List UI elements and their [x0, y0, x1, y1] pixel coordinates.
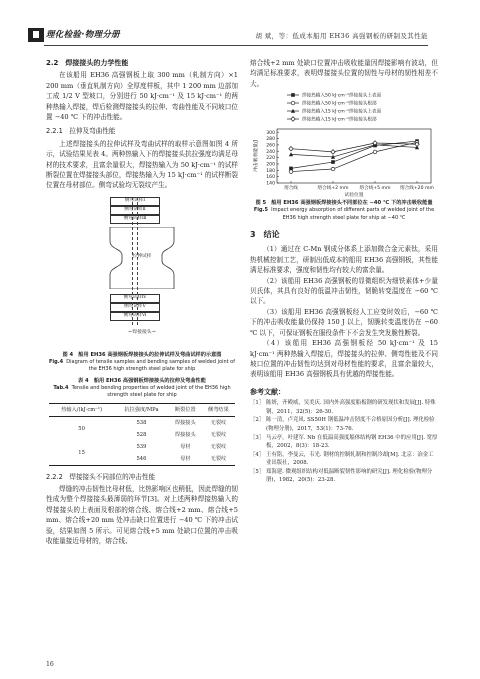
- figure-4-caption-en: [46, 359, 238, 374]
- table-cell: 焊接接头: [174, 431, 196, 438]
- legend-marker: [291, 117, 295, 121]
- reference-item: [250, 451, 438, 468]
- specimen-bend-2: 侧弯试样Ⅱ: [110, 206, 160, 215]
- specimen-bend-5: 侧弯试样Ⅴ: [110, 303, 160, 312]
- reference-number: ［5］: [250, 468, 265, 475]
- section-2-2-2-continued: 熔合线+2 mm 处缺口位置冲击吸收能量因焊接影响有波动，但均满足标准要求，表明焊接接头位置的韧性与母材的韧性相差不大。: [250, 59, 438, 88]
- reference-item: [250, 399, 438, 416]
- table-cell: 无裂纹: [202, 453, 235, 466]
- legend-label: 焊接热输入15 kJ·cm⁻¹焊接接头上表面: [302, 109, 382, 115]
- data-point: [331, 167, 335, 171]
- x-tick-label: 熔合线: [284, 186, 298, 192]
- figure-5-caption-en-text: Impact energy absorption of different parts of welded joint of the EH36 high strength steel plate for ship at −40 ℃: [271, 207, 435, 221]
- legend-label: 焊接热输入50 kJ·cm⁻¹焊接接头上表面: [302, 93, 382, 99]
- section-2-2-paragraph: 在该船用 EH36 高强钢板上取 300 mm（轧制方向）×1 200 mm（垂直轧制方向）全厚度样板，其中 1 200 mm 边部加工成 1/2 V 型坡口，分别进行 50 kJ·cm⁻¹ 及 15 kJ·cm⁻¹ 的两种热输入焊接，焊后检测焊接接头的拉伸、弯曲性能及不同坡口位置 −40 ℃ 下的冲击性能。: [46, 71, 238, 122]
- reference-list: [250, 399, 438, 485]
- table-cell: 母材: [180, 443, 191, 450]
- y-tick-label: 140: [266, 181, 275, 187]
- table-4-caption-cn: 表 4 船用 EH36 高强钢板焊接接头的拉伸及弯曲性能: [78, 377, 206, 384]
- x-tick-label: 熔合线+5 mm: [359, 186, 391, 192]
- table-cell: 无裂纹: [210, 431, 227, 438]
- series-line: [291, 143, 417, 152]
- journal-logo-icon: [28, 28, 44, 42]
- journal-name: 理化检验·物理分册: [46, 30, 120, 40]
- table-header-cell: 侧弯结果: [202, 403, 235, 416]
- right-column: [250, 58, 438, 485]
- y-tick-label: 220: [266, 156, 275, 162]
- y-tick-label: 240: [266, 150, 275, 156]
- figure-4-caption-cn: 图 4 船用 EH36 高强钢板焊接接头的拉伸试样及弯曲试样的示意图: [62, 351, 222, 358]
- series-line: [291, 143, 417, 172]
- conclusion-item-4: （4）该船用 EH36 高强钢板经 50 kJ·cm⁻¹ 及 15 kJ·cm⁻¹ 两种热输入焊接后，焊接接头的拉伸、侧弯性能及不同坡口位置的冲击韧性均达到对母材性能的要求，且富余量较大，表明该船用 EH36 高强钢板具有优越的焊接性能。: [250, 339, 438, 379]
- running-title: 胡 斌，等：低成本船用 EH36 高强钢板的研制及其性能: [255, 32, 428, 40]
- y-tick-label: 300: [266, 130, 275, 136]
- table-4: [49, 403, 235, 466]
- legend-marker: [291, 93, 295, 97]
- reference-number: ［3］: [250, 434, 265, 441]
- y-tick-label: 260: [266, 143, 275, 149]
- plot-frame: [277, 129, 431, 183]
- impact-energy-chart: [251, 89, 437, 199]
- weld-joint-label: ←焊接接头→: [128, 329, 156, 335]
- x-axis-label: 试验位置: [344, 193, 364, 199]
- y-tick-label: 160: [266, 175, 275, 181]
- figure-4-diagram: [92, 197, 192, 347]
- figure-5-caption-cn: 图 5 船用 EH36 高强钢板焊接接头不同部位在 −40 ℃ 下的冲击吸收能量: [255, 200, 433, 207]
- figure-4-caption-en-text: Diagram of tensile samples and bending samples of welded joint of the EH36 high strength steel plate for ship: [66, 358, 235, 373]
- page-number: 16: [46, 661, 54, 668]
- conclusion-item-3: （3）该船用 EH36 高强钢板经人工应变时效后，−60 ℃ 下的冲击吸收能量仍保持 150 J 以上，韧脆转变温度仍在 −60 ℃ 以下，可保证钢板在服役条件下不会发生突发脆性断裂。: [250, 307, 438, 337]
- specimen-bend-1: 侧弯试样Ⅰ: [110, 197, 160, 206]
- section-2-2-1-paragraph: 上述焊接接头的拉伸试样及弯曲试样的取样示意图如图 4 所示，试验结果见表 4。两种热输入下的焊接接头抗拉强度均满足母材的技术要求，且富余量很大，焊接热输入为 50 kJ·cm⁻¹ 的试样断裂位置在焊接接头部位，焊接热输入为 15 kJ·cm⁻¹ 的试样断裂位置在母材部位。侧弯试验均无裂纹产生。: [46, 139, 238, 190]
- y-tick-label: 280: [266, 137, 275, 143]
- x-tick-label: 熔合线+20 mm: [400, 186, 434, 192]
- data-point: [331, 150, 335, 154]
- table-cell: 无裂纹: [210, 419, 227, 426]
- legend-label: 焊接热输入15 kJ·cm⁻¹焊接接头根部: [302, 117, 377, 123]
- table-cell: 母材: [169, 453, 202, 466]
- figure-4-label-en: Fig.4: [48, 358, 64, 365]
- reference-text: 王有铭，李曼云，韦光. 钢材的控制轧制和控制冷却[M]. 北京：冶金工业出版社，2008.: [266, 451, 434, 467]
- table-row: [49, 441, 235, 453]
- figure-5-label-en: Fig.5: [253, 207, 268, 214]
- table-header-row: [49, 403, 235, 416]
- reference-text: 陈一清，卢竞凤. SS50H 钢低温冲击韧度不合格原因分析[J]. 理化检验(物理分册)，2017，53(1)：73-76.: [266, 417, 435, 432]
- section-2-2-1-title: 2.2.1 拉伸及弯曲性能: [46, 127, 116, 136]
- table-cell: 无裂纹: [210, 443, 227, 450]
- table-row: [49, 416, 235, 429]
- legend-label: 焊接热输入50 kJ·cm⁻¹焊接接头根部: [302, 101, 377, 107]
- series-line: [291, 141, 417, 168]
- reference-text: 陈妍，齐殿威，吴美庆. 国内外高强度船板钢的研发现状和发展[J]. 特殊钢，2011，32(5)：26-30.: [266, 400, 436, 415]
- header-divider: [44, 45, 428, 46]
- table-cell: 539: [136, 443, 147, 450]
- table-cell: 50: [78, 425, 85, 432]
- specimen-bend-4: 侧弯试样Ⅳ: [110, 294, 160, 303]
- tensile-specimen-shape: [100, 227, 184, 289]
- specimen-bend-3: 侧弯试样Ⅲ: [110, 215, 160, 224]
- table-cell: 538: [136, 419, 147, 426]
- reference-text: 郑海建. 微观组织结构对低温断裂韧性影响的研究[J]. 理化检验(物理分册)，1982，20(5)：23-28.: [266, 468, 433, 484]
- table-4-caption-en: [46, 385, 238, 400]
- table-header-cell: 断裂位置: [169, 403, 202, 416]
- tensile-specimen-label: 拉伸试样: [132, 253, 152, 259]
- figure-5-caption-en: [250, 207, 438, 222]
- data-point: [331, 160, 335, 164]
- section-2-2-title: 2.2 焊接接头的力学性能: [46, 59, 129, 67]
- reference-number: ［1］: [250, 400, 265, 407]
- data-point: [289, 147, 293, 151]
- left-column: [46, 58, 238, 546]
- references-title: 参考文献：: [250, 387, 285, 396]
- y-tick-label: 200: [266, 162, 275, 168]
- figure-5-chart: [251, 89, 437, 199]
- table-header-cell: 抗拉强度/MPa: [114, 403, 169, 416]
- table-cell: 528: [136, 431, 147, 438]
- table-cell: 546: [114, 453, 169, 466]
- reference-text: 马云亭，叶建军. Nb 在低温高强度船体结构钢 EH36 中的应用[J]. 宽厚板，2002，8(3)：18-23.: [266, 434, 438, 450]
- data-point: [289, 170, 293, 174]
- table-cell: 焊接接头: [174, 419, 196, 426]
- y-axis-label: 冲击吸收能量/J: [254, 140, 259, 173]
- reference-item: [250, 468, 438, 485]
- table-4-caption-en-text: Tensile and bending properties of welded joint of the EH36 high strength steel plate for ship: [71, 384, 231, 399]
- x-tick-label: 熔合线+2 mm: [317, 186, 349, 192]
- page-header: [0, 0, 480, 46]
- table-header-cell: 热输入/(kJ·cm⁻¹): [49, 403, 114, 416]
- table-4-label-en: Tab.4: [53, 384, 69, 391]
- y-tick-label: 180: [266, 169, 275, 175]
- reference-number: ［4］: [250, 451, 265, 458]
- reference-item: [250, 416, 438, 433]
- table-cell: 15: [49, 441, 114, 466]
- section-3-title: 3 结论: [250, 230, 280, 240]
- section-2-2-2-title: 2.2.2 焊接接头不同部位的冲击性能: [46, 472, 156, 481]
- specimen-bend-6: 侧弯试样Ⅵ: [110, 312, 160, 321]
- reference-number: ［2］: [250, 417, 265, 424]
- weld-joint-zone: [132, 197, 138, 325]
- legend-marker: [291, 101, 295, 105]
- section-2-2-2-paragraph: 焊缝的冲击韧性比母材低，比热影响区也稍低，因此焊缝的韧性成为整个焊接接头最薄弱的环节[3]。对上述两种焊接热输入的焊接接头的上表面及根部的熔合线、熔合线+2 mm、熔合线+5 mm、熔合线+20 mm 处冲击缺口位置进行 −40 ℃ 下的冲击试验，结果如图 5 所示。可见熔合线+5 mm 处缺口位置的冲击吸收能量接近母材的，熔合线、: [46, 484, 238, 545]
- conclusion-item-1: （1）通过在 C-Mn 钢成分体系上添加微合金元素钛，采用热机械控制工艺，研制出低成本的船用 EH36 高强钢板，其性能满足标准要求，强度和韧性均有较大的富余量。: [250, 245, 438, 275]
- data-point: [373, 150, 377, 154]
- reference-item: [250, 434, 438, 451]
- conclusion-item-2: （2）该船用 EH36 高强钢板的显微组织为细铁素体+少量贝氏体，其具有良好的低温冲击韧性，韧脆转变温度在 −60 ℃ 以下。: [250, 276, 438, 306]
